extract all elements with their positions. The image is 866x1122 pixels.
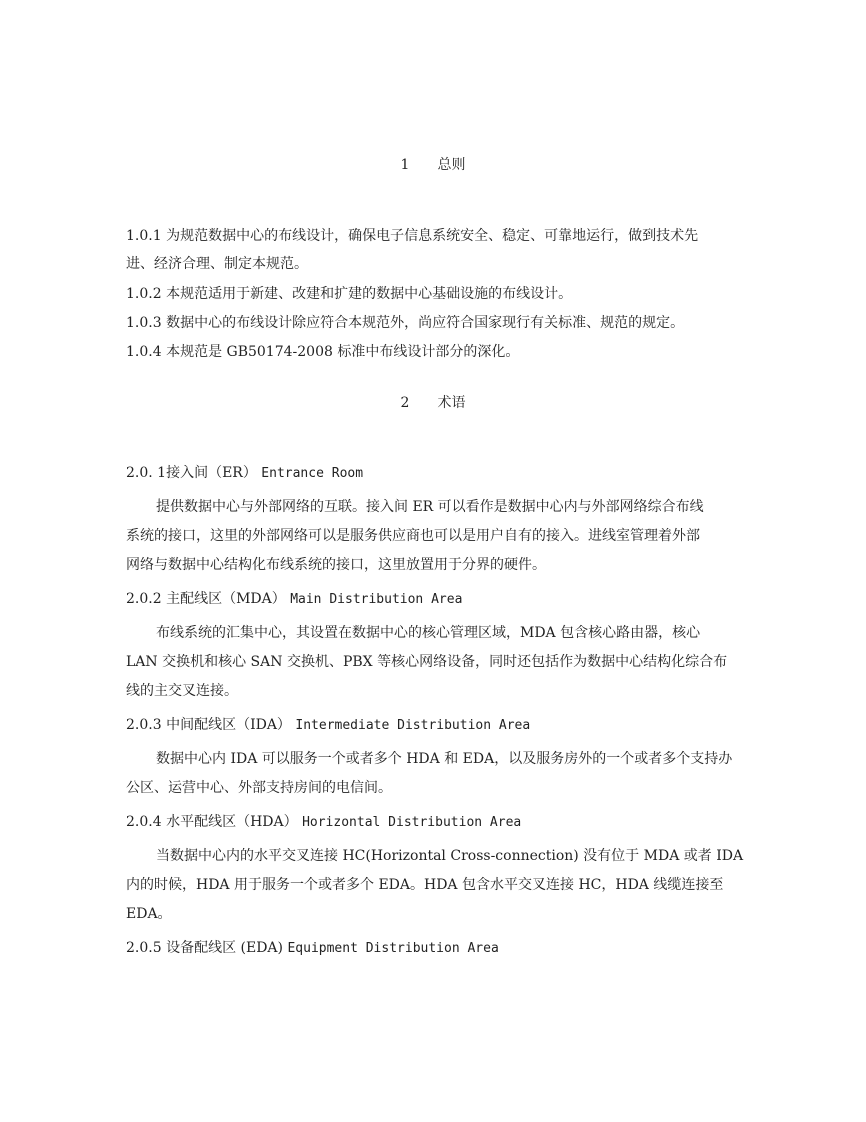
term-2-0-5-title — [126, 938, 499, 959]
section-1-heading: 1 总则 — [400, 157, 466, 173]
clause-1-0-3: 1.0.3 数据中心的布线设计除应符合本规范外，尚应符合国家现行有关标准、规范的规定。 — [126, 315, 685, 331]
term-2-0-4-desc-line-2: 内的时候，HDA 用于服务一个或者多个 EDA。HDA 包含水平交叉连接 HC，HDA 线缆连接至 — [126, 877, 724, 893]
clause-1-0-1-line-2: 进、经济合理、制定本规范。 — [126, 256, 308, 272]
term-2-0-2-cn: 2.0.2 主配线区（MDA） — [126, 591, 286, 607]
section-2-heading: 2 术语 — [400, 395, 466, 411]
term-2-0-2-en: Main Distribution Area — [290, 592, 463, 607]
term-2-0-1-cn: 2.0. 1接入间（ER） — [126, 465, 257, 481]
term-2-0-2-desc-line-3: 线的主交叉连接。 — [126, 683, 238, 699]
term-2-0-4-desc-line-3: EDA。 — [126, 906, 172, 922]
term-2-0-3-cn: 2.0.3 中间配线区（IDA） — [126, 717, 291, 733]
term-2-0-2-desc-line-1: 布线系统的汇集中心，其设置在数据中心的核心管理区域，MDA 包含核心路由器，核心 — [156, 625, 701, 641]
term-2-0-1-desc-line-3: 网络与数据中心结构化布线系统的接口，这里放置用于分界的硬件。 — [126, 557, 546, 573]
term-2-0-2-desc-line-2: LAN 交换机和核心 SAN 交换机、PBX 等核心网络设备，同时还包括作为数据中心结构化综合布 — [126, 654, 728, 670]
term-2-0-5-en: Equipment Distribution Area — [287, 941, 499, 956]
clause-1-0-1-line-1: 1.0.1 为规范数据中心的布线设计，确保电子信息系统安全、稳定、可靠地运行，做到技术先 — [126, 228, 699, 244]
term-2-0-4-title — [126, 812, 521, 833]
term-2-0-5-cn: 2.0.5 设备配线区 (EDA) — [126, 940, 284, 956]
term-2-0-1-en: Entrance Room — [261, 466, 364, 481]
clause-1-0-2: 1.0.2 本规范适用于新建、改建和扩建的数据中心基础设施的布线设计。 — [126, 286, 573, 302]
term-2-0-3-desc-line-2: 公区、运营中心、外部支持房间的电信间。 — [126, 780, 392, 796]
term-2-0-4-cn: 2.0.4 水平配线区（HDA） — [126, 814, 298, 830]
term-2-0-3-title — [126, 715, 530, 736]
term-2-0-1-desc-line-1: 提供数据中心与外部网络的互联。接入间 ER 可以看作是数据中心内与外部网络综合布线 — [156, 499, 704, 515]
term-2-0-3-desc-line-1: 数据中心内 IDA 可以服务一个或者多个 HDA 和 EDA，以及服务房外的一个或者多个支持办 — [156, 751, 733, 767]
term-2-0-4-desc-line-1: 当数据中心内的水平交叉连接 HC(Horizontal Cross-connection) 没有位于 MDA 或者 IDA — [156, 848, 744, 864]
term-2-0-4-en: Horizontal Distribution Area — [302, 815, 522, 830]
term-2-0-2-title — [126, 589, 462, 610]
term-2-0-3-en: Intermediate Distribution Area — [295, 718, 531, 733]
clause-1-0-4: 1.0.4 本规范是 GB50174-2008 标准中布线设计部分的深化。 — [126, 344, 520, 360]
term-2-0-1-desc-line-2: 系统的接口，这里的外部网络可以是服务供应商也可以是用户自有的接入。进线室管理着外部 — [126, 528, 700, 544]
term-2-0-1-title — [126, 463, 363, 484]
